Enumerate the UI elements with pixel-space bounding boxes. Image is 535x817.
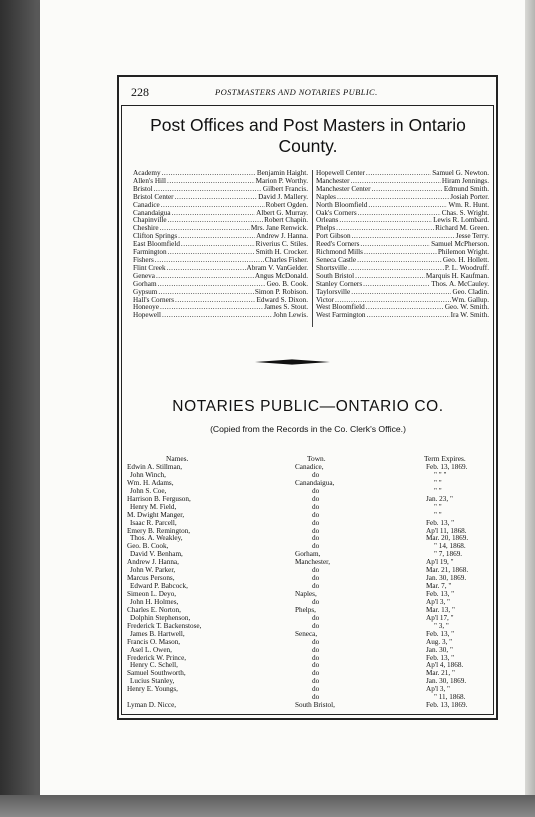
notary-row xyxy=(0,583,535,591)
post-office-name: Allen's Hill xyxy=(133,176,167,185)
notary-name: Wm. H. Adams, xyxy=(127,478,174,487)
ornamental-rule xyxy=(255,357,330,367)
notary-town: do xyxy=(312,486,320,495)
dot-leader xyxy=(366,304,444,312)
names-header: Names. xyxy=(166,454,189,463)
notary-term-expires: Ap'l 3, " xyxy=(426,597,450,606)
notary-name: Marcus Persons, xyxy=(127,574,175,583)
post-office-name: Richmond Mills xyxy=(316,248,363,257)
dot-leader xyxy=(175,194,258,202)
dot-leader xyxy=(360,241,430,249)
post-master-name: Lewis R. Lombard. xyxy=(433,216,489,225)
notary-term-expires: Ap'l 11, 1868. xyxy=(426,526,467,535)
notaries-table xyxy=(0,464,535,710)
post-master-name: John Lewis. xyxy=(273,311,308,320)
notary-term-expires: Ap'l 4, 1868. xyxy=(426,661,464,670)
post-master-name: Geo. W. Smith. xyxy=(444,303,489,312)
dot-leader xyxy=(167,265,246,273)
notary-name: Frederick W. Prince, xyxy=(127,653,187,662)
post-office-name: Manchester xyxy=(316,176,350,185)
notary-term-expires: " 3, " xyxy=(434,621,449,630)
post-office-name: Gypsum xyxy=(133,287,158,296)
notary-name: Henry M. Field, xyxy=(130,502,177,511)
post-office-name: Clifton Springs xyxy=(133,232,178,241)
post-master-name: Gilbert Francis. xyxy=(262,184,308,193)
notary-town: do xyxy=(312,637,320,646)
notary-row xyxy=(0,472,535,480)
post-master-name: Wm. R. Hunt. xyxy=(448,200,489,209)
notary-name: Dolphin Stephenson, xyxy=(130,613,191,622)
notary-term-expires: Mar. 13, " xyxy=(426,605,455,614)
notary-town: do xyxy=(312,645,320,654)
dot-leader xyxy=(368,202,447,210)
notary-town: do xyxy=(312,566,320,575)
post-office-name: Hall's Corners xyxy=(133,295,175,304)
dot-leader xyxy=(367,312,450,320)
post-office-name: Cheshire xyxy=(133,224,159,233)
notary-row xyxy=(0,639,535,647)
post-office-name: Shortsville xyxy=(316,263,348,272)
notary-town: do xyxy=(312,534,320,543)
post-master-name: Jesse Terry. xyxy=(455,232,489,241)
notary-name: Andrew J. Hanna, xyxy=(127,558,179,567)
post-office-name: Hopewell Center xyxy=(316,169,365,177)
notary-town: do xyxy=(312,526,320,535)
post-office-name: Bristol xyxy=(133,184,153,193)
notary-name: M. Dwight Manger, xyxy=(127,510,185,519)
notary-name: Lyman D. Nicce, xyxy=(127,701,177,710)
post-master-name: Wm. Gallup. xyxy=(451,295,489,304)
post-master-name: Thos. A. McCauley. xyxy=(431,279,489,288)
notary-name: Samuel Southworth, xyxy=(127,669,186,678)
post-master-name: Samuel McPherson. xyxy=(431,240,489,249)
dot-leader xyxy=(162,170,256,178)
post-master-name: Riverius C. Stiles. xyxy=(255,240,308,249)
page-number: 228 xyxy=(131,85,149,99)
notary-name: Henry C. Schell, xyxy=(130,661,178,670)
post-master-name: David J. Mallery. xyxy=(258,192,308,201)
post-office-name: Victor xyxy=(316,295,334,304)
post-office-name: Orleans xyxy=(316,216,339,225)
post-master-name: Charles Fisher. xyxy=(264,255,308,264)
post-office-name: Taylorsville xyxy=(316,287,351,296)
post-office-name: East Bloomfield xyxy=(133,240,180,249)
notary-row xyxy=(0,647,535,655)
notary-term-expires: Jan. 30, 1869. xyxy=(426,574,467,583)
dot-leader xyxy=(178,233,255,241)
notary-row xyxy=(0,480,535,488)
dot-leader xyxy=(357,257,442,265)
notary-row xyxy=(0,512,535,520)
notary-name: James B. Hartwell, xyxy=(130,629,185,638)
post-master-name: Richard M. Green. xyxy=(435,224,489,233)
post-offices-right-column xyxy=(316,170,489,320)
post-office-name: Chapinville xyxy=(133,216,167,225)
notary-town: Canandaigua, xyxy=(295,478,335,487)
dot-leader xyxy=(162,312,272,320)
notary-town: Naples, xyxy=(295,590,317,598)
notary-town: do xyxy=(312,470,320,479)
notary-name: Emery B. Remington, xyxy=(127,526,191,535)
notary-row xyxy=(0,488,535,496)
notary-term-expires: Jan. 23, " xyxy=(426,494,453,503)
notary-term-expires: " 14, 1868. xyxy=(434,542,466,551)
notary-term-expires: Ap'l 3, " xyxy=(426,685,450,694)
notary-row xyxy=(0,631,535,639)
notary-town: do xyxy=(312,542,320,551)
notary-row xyxy=(0,496,535,504)
dot-leader xyxy=(181,241,255,249)
dot-leader xyxy=(358,210,441,218)
notary-row xyxy=(0,575,535,583)
notary-term-expires: Mar. 7, " xyxy=(426,582,452,591)
dot-leader xyxy=(175,297,255,305)
notary-name: Lucius Stanley, xyxy=(130,677,175,686)
post-office-name: Honeoye xyxy=(133,303,159,312)
dot-leader xyxy=(158,281,266,289)
post-office-name: Academy xyxy=(133,169,161,177)
notary-term-expires: " " xyxy=(434,502,442,511)
post-master-name: James S. Stout. xyxy=(264,303,308,312)
post-master-name: Geo. B. Cook. xyxy=(266,279,308,288)
notary-town: do xyxy=(312,502,320,511)
dot-leader xyxy=(355,273,425,281)
post-master-name: Benjamin Haight. xyxy=(256,169,308,177)
post-office-name: Stanley Corners xyxy=(316,279,363,288)
notary-name: Harrison B. Ferguson, xyxy=(127,494,191,503)
dot-leader xyxy=(363,281,430,289)
notary-term-expires: Feb. 13, " xyxy=(426,653,455,662)
notary-town: do xyxy=(312,685,320,694)
notary-row xyxy=(0,551,535,559)
dot-leader xyxy=(351,289,451,297)
dot-leader xyxy=(160,304,263,312)
notary-row xyxy=(0,504,535,512)
notary-town: Seneca, xyxy=(295,629,318,638)
post-master-name: Albert G. Murray. xyxy=(256,208,308,217)
post-office-name: Flint Creek xyxy=(133,263,166,272)
notary-town: do xyxy=(312,693,320,702)
notary-name: Frederick T. Backenstose, xyxy=(127,621,202,630)
column-divider xyxy=(312,170,313,327)
dot-leader xyxy=(371,186,442,194)
notary-town: do xyxy=(312,669,320,678)
notary-town: Canadice, xyxy=(295,463,324,471)
notaries-title: NOTARIES PUBLIC—ONTARIO CO. xyxy=(172,398,444,415)
post-office-name: Canandaigua xyxy=(133,208,171,217)
notary-term-expires: Feb. 13, 1869. xyxy=(426,701,468,710)
notary-row xyxy=(0,623,535,631)
post-master-name: Robert Chapin. xyxy=(264,216,308,225)
notary-term-expires: Ap'l 19, " xyxy=(426,558,454,567)
dot-leader xyxy=(167,178,255,186)
post-master-name: Philemon Wright. xyxy=(437,248,489,257)
post-office-name: Hopewell xyxy=(133,311,161,320)
notary-town: do xyxy=(312,621,320,630)
notary-row xyxy=(0,615,535,623)
post-office-name: Oak's Corners xyxy=(316,208,357,217)
notary-town: do xyxy=(312,582,320,591)
notary-name: Charles E. Norton, xyxy=(127,605,181,614)
notary-name: Asel L. Owen, xyxy=(130,645,172,654)
notary-name: Thos. A. Weakley, xyxy=(130,534,183,543)
post-office-name: Naples xyxy=(316,192,336,201)
notary-town: do xyxy=(312,574,320,583)
post-master-name: Marquis H. Kaufman. xyxy=(425,271,489,280)
notary-town: Phelps, xyxy=(295,605,316,614)
notary-row xyxy=(0,678,535,686)
post-master-name: Mrs. Jane Renwick. xyxy=(250,224,308,233)
post-master-name: Hiram Jennings. xyxy=(441,176,489,185)
notary-name: David V. Benham, xyxy=(130,550,183,559)
post-master-name: Josiah Porter. xyxy=(450,192,489,201)
post-master-name: Marion P. Worthy. xyxy=(255,176,308,185)
notary-town: Manchester, xyxy=(295,558,331,567)
post-office-name: North Bloomfield xyxy=(316,200,368,209)
dot-leader xyxy=(366,170,431,178)
post-office-name: Port Gibson xyxy=(316,232,351,241)
notary-town: do xyxy=(312,518,320,527)
post-office-name: South Bristol xyxy=(316,271,355,280)
notaries-subtitle: (Copied from the Records in the Co. Clerk's Office.) xyxy=(210,424,406,434)
notary-town: do xyxy=(312,510,320,519)
notary-name: John Winch, xyxy=(130,470,166,479)
post-office-name: Fishers xyxy=(133,255,154,264)
post-office-name: Geneva xyxy=(133,271,155,280)
notary-term-expires: Mar. 21, 1868. xyxy=(426,566,469,575)
post-office-name: Bristol Center xyxy=(133,192,174,201)
notary-town: do xyxy=(312,677,320,686)
notary-name: John W. Parker, xyxy=(130,566,176,575)
dot-leader xyxy=(168,217,264,225)
post-offices-left-column xyxy=(133,170,308,320)
notary-term-expires: Ap'l 17, " xyxy=(426,613,454,622)
notary-term-expires: Mar. 20, 1869. xyxy=(426,534,469,543)
post-master-name: P. L. Woodruff. xyxy=(444,263,489,272)
notary-name: John S. Coe, xyxy=(130,486,167,495)
post-master-name: Geo. H. Hollett. xyxy=(442,255,489,264)
notary-term-expires: " 11, 1868. xyxy=(434,693,466,702)
notary-name: Henry E. Youngs, xyxy=(127,685,178,694)
notary-term-expires: Feb. 13, " xyxy=(426,590,455,598)
post-office-name: Canadice xyxy=(133,200,160,209)
notary-name: Francis O. Mason, xyxy=(127,637,181,646)
post-office-name: West Bloomfield xyxy=(316,303,365,312)
notary-term-expires: " 7, 1869. xyxy=(434,550,463,559)
post-office-entry xyxy=(316,312,489,320)
expires-header: Term Expires. xyxy=(424,454,466,463)
post-office-name: West Farmington xyxy=(316,311,366,320)
post-office-name: Gorham xyxy=(133,279,157,288)
notary-term-expires: " " xyxy=(434,510,442,519)
post-master-name: Ira W. Smith. xyxy=(450,311,489,320)
page-shadow xyxy=(0,795,535,817)
dot-leader xyxy=(168,249,255,257)
town-header: Town. xyxy=(307,454,326,463)
post-master-name: Samuel G. Newton. xyxy=(432,169,489,177)
notary-town: do xyxy=(312,653,320,662)
post-master-name: Andrew J. Hanna. xyxy=(256,232,308,241)
notary-term-expires: Feb. 13, " xyxy=(426,518,455,527)
post-office-name: Seneca Castle xyxy=(316,255,357,264)
post-master-name: Geo. Cladin. xyxy=(452,287,489,296)
post-master-name: Simon P. Robison. xyxy=(254,287,308,296)
notary-row xyxy=(0,607,535,615)
notary-town: do xyxy=(312,597,320,606)
notary-name: Edwin A. Stillman, xyxy=(127,463,183,471)
notary-term-expires: Mar. 21, " xyxy=(426,669,455,678)
notary-row xyxy=(0,464,535,472)
notary-name: John H. Holmes, xyxy=(130,597,179,606)
post-master-name: Edmund Smith. xyxy=(443,184,489,193)
dot-leader xyxy=(339,217,432,225)
post-office-name: Reed's Corners xyxy=(316,240,360,249)
notary-town: Gorham, xyxy=(295,550,321,559)
notary-term-expires: " " xyxy=(434,486,442,495)
notary-term-expires: Aug. 3, " xyxy=(426,637,453,646)
notary-town: do xyxy=(312,494,320,503)
post-office-name: Phelps xyxy=(316,224,336,233)
post-master-name: Edward S. Dixon. xyxy=(256,295,308,304)
notary-town: do xyxy=(312,661,320,670)
post-master-name: Smith H. Crocker. xyxy=(255,248,308,257)
notary-term-expires: " " xyxy=(434,478,442,487)
notary-row xyxy=(0,702,535,710)
post-office-entry xyxy=(133,312,308,320)
notary-term-expires: " " " xyxy=(434,470,447,479)
notary-term-expires: Feb. 13, 1869. xyxy=(426,463,468,471)
dot-leader xyxy=(161,202,265,210)
notary-row xyxy=(0,591,535,599)
running-title: POSTMASTERS AND NOTARIES PUBLIC. xyxy=(215,87,378,97)
post-offices-title: Post Offices and Post Masters in Ontario County. xyxy=(150,115,466,156)
notary-term-expires: Jan. 30, " xyxy=(426,645,453,654)
post-master-name: Robert Ogden. xyxy=(265,200,308,209)
post-office-name: Manchester Center xyxy=(316,184,371,193)
notary-term-expires: Feb. 13, " xyxy=(426,629,455,638)
post-master-name: Chas. S. Wright. xyxy=(441,208,489,217)
dot-leader xyxy=(156,273,254,281)
notary-town: South Bristol, xyxy=(295,701,335,710)
post-office-name: Farmington xyxy=(133,248,167,257)
notary-name: Edward P. Babcock, xyxy=(130,582,188,591)
dot-leader xyxy=(364,249,437,257)
notary-name: Geo. B. Cook, xyxy=(127,542,169,551)
post-master-name: Angus McDonald. xyxy=(254,271,308,280)
notary-name: Isaac R. Parcell, xyxy=(130,518,177,527)
dot-leader xyxy=(172,210,256,218)
notary-term-expires: Jan. 30, 1869. xyxy=(426,677,467,686)
notary-name: Simeon L. Deyo, xyxy=(127,590,177,598)
post-master-name: Abram V. VanGelder. xyxy=(246,263,308,272)
notary-town: do xyxy=(312,613,320,622)
